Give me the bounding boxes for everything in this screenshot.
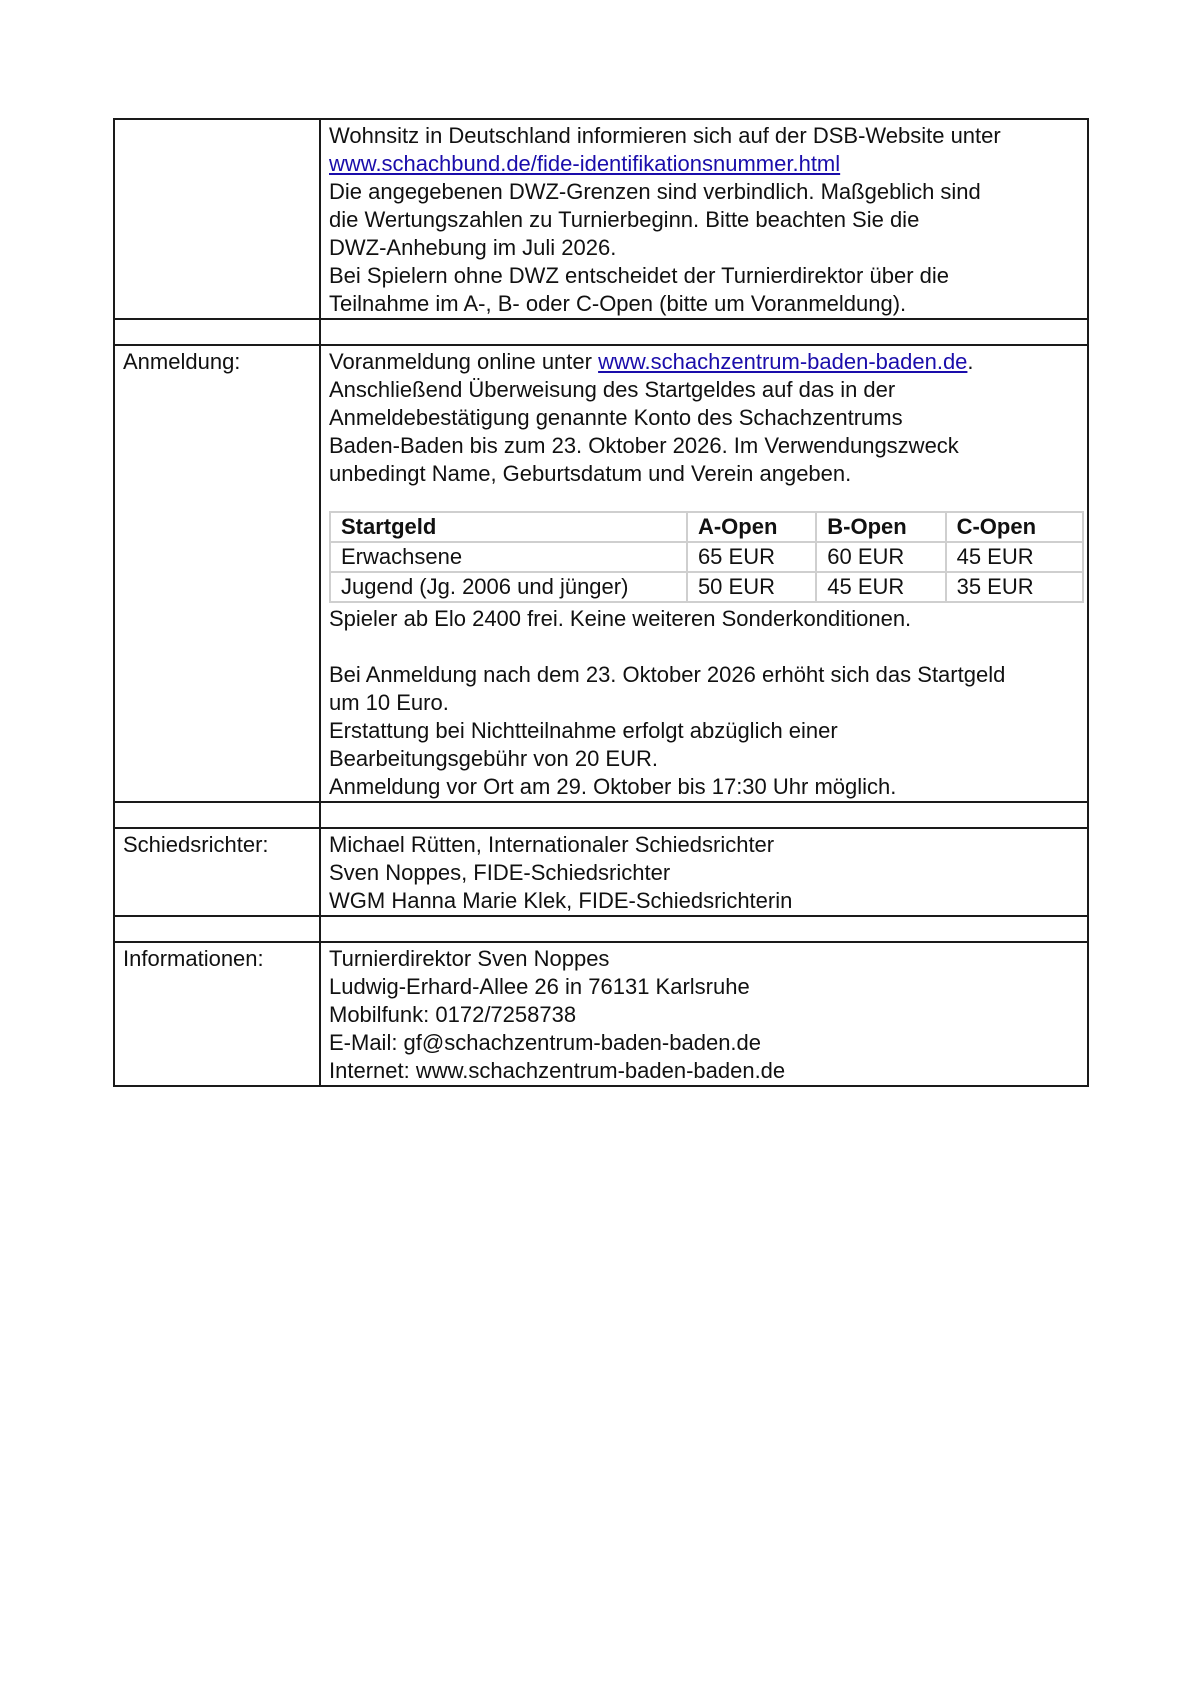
information-entry: Turnierdirektor Sven Noppes xyxy=(329,946,610,971)
fee-table xyxy=(329,511,1084,603)
fee-table-row xyxy=(330,542,1083,572)
fee-header-cell: C-Open xyxy=(946,512,1083,542)
eligibility-text: Wohnsitz in Deutschland informieren sich auf der DSB-Website unter xyxy=(329,123,1001,148)
eligibility-text: die Wertungszahlen zu Turnierbeginn. Bitte beachten Sie die xyxy=(329,207,920,232)
eligibility-row xyxy=(114,119,1088,319)
fee-cell: 45 EUR xyxy=(946,542,1083,572)
eligibility-label-cell xyxy=(114,119,320,319)
fee-cell: 50 EUR xyxy=(687,572,816,602)
registration-text: Anschließend Überweisung des Startgeldes auf das in der xyxy=(329,377,896,402)
arbiters-content-cell xyxy=(320,828,1088,916)
information-label: Informationen: xyxy=(114,942,320,1086)
information-entry: Mobilfunk: 0172/7258738 xyxy=(329,1002,577,1027)
registration-text: Spieler ab Elo 2400 frei. Keine weiteren Sonderkonditionen. xyxy=(329,606,912,631)
arbiters-row xyxy=(114,828,1088,916)
spacer-row xyxy=(114,802,1088,828)
arbiter-entry: Michael Rütten, Internationaler Schiedsrichter xyxy=(329,832,775,857)
information-entry: E-Mail: gf@schachzentrum-baden-baden.de xyxy=(329,1030,762,1055)
registration-row xyxy=(114,345,1088,802)
information-row xyxy=(114,942,1088,1086)
fee-header-cell: B-Open xyxy=(816,512,945,542)
registration-text: Anmeldebestätigung genannte Konto des Schachzentrums xyxy=(329,405,903,430)
fee-cell: 45 EUR xyxy=(816,572,945,602)
eligibility-text: Bei Spielern ohne DWZ entscheidet der Turnierdirektor über die xyxy=(329,263,949,288)
eligibility-text: Die angegebenen DWZ-Grenzen sind verbindlich. Maßgeblich sind xyxy=(329,179,981,204)
registration-label: Anmeldung: xyxy=(114,345,320,802)
registration-text: Bei Anmeldung nach dem 23. Oktober 2026 erhöht sich das Startgeld xyxy=(329,662,1006,687)
fee-header-cell: Startgeld xyxy=(330,512,687,542)
fee-table-header xyxy=(330,512,1083,542)
arbiter-entry: WGM Hanna Marie Klek, FIDE-Schiedsrichterin xyxy=(329,888,793,913)
fee-cell: Jugend (Jg. 2006 und jünger) xyxy=(330,572,687,602)
fee-cell: 60 EUR xyxy=(816,542,945,572)
registration-text: Baden-Baden bis zum 23. Oktober 2026. Im Verwendungszweck xyxy=(329,433,959,458)
schachzentrum-website-link[interactable]: www.schachzentrum-baden-baden.de xyxy=(598,349,968,374)
fee-header-cell: A-Open xyxy=(687,512,816,542)
arbiters-label: Schiedsrichter: xyxy=(114,828,320,916)
registration-text: um 10 Euro. xyxy=(329,690,449,715)
spacer-row xyxy=(114,916,1088,942)
arbiter-entry: Sven Noppes, FIDE-Schiedsrichter xyxy=(329,860,671,885)
info-table xyxy=(113,118,1089,1087)
registration-text: unbedingt Name, Geburtsdatum und Verein angeben. xyxy=(329,461,852,486)
fee-cell: 35 EUR xyxy=(946,572,1083,602)
information-content-cell xyxy=(320,942,1088,1086)
fee-cell: 65 EUR xyxy=(687,542,816,572)
dsb-website-link[interactable]: www.schachbund.de/fide-identifikationsnummer.html xyxy=(329,151,841,176)
registration-text: Bearbeitungsgebühr von 20 EUR. xyxy=(329,746,658,771)
eligibility-content-cell xyxy=(320,119,1088,319)
eligibility-text: Teilnahme im A-, B- oder C-Open (bitte um Voranmeldung). xyxy=(329,291,907,316)
registration-text: Anmeldung vor Ort am 29. Oktober bis 17:30 Uhr möglich. xyxy=(329,774,897,799)
registration-text: . xyxy=(967,349,974,374)
eligibility-text: DWZ-Anhebung im Juli 2026. xyxy=(329,235,617,260)
registration-text: Erstattung bei Nichtteilnahme erfolgt abzüglich einer xyxy=(329,718,838,743)
spacer-row xyxy=(114,319,1088,345)
information-entry: Ludwig-Erhard-Allee 26 in 76131 Karlsruhe xyxy=(329,974,750,999)
fee-table-row xyxy=(330,572,1083,602)
fee-cell: Erwachsene xyxy=(330,542,687,572)
registration-content-cell xyxy=(320,345,1088,802)
information-entry: Internet: www.schachzentrum-baden-baden.de xyxy=(329,1058,786,1083)
registration-text: Voranmeldung online unter xyxy=(329,349,599,374)
